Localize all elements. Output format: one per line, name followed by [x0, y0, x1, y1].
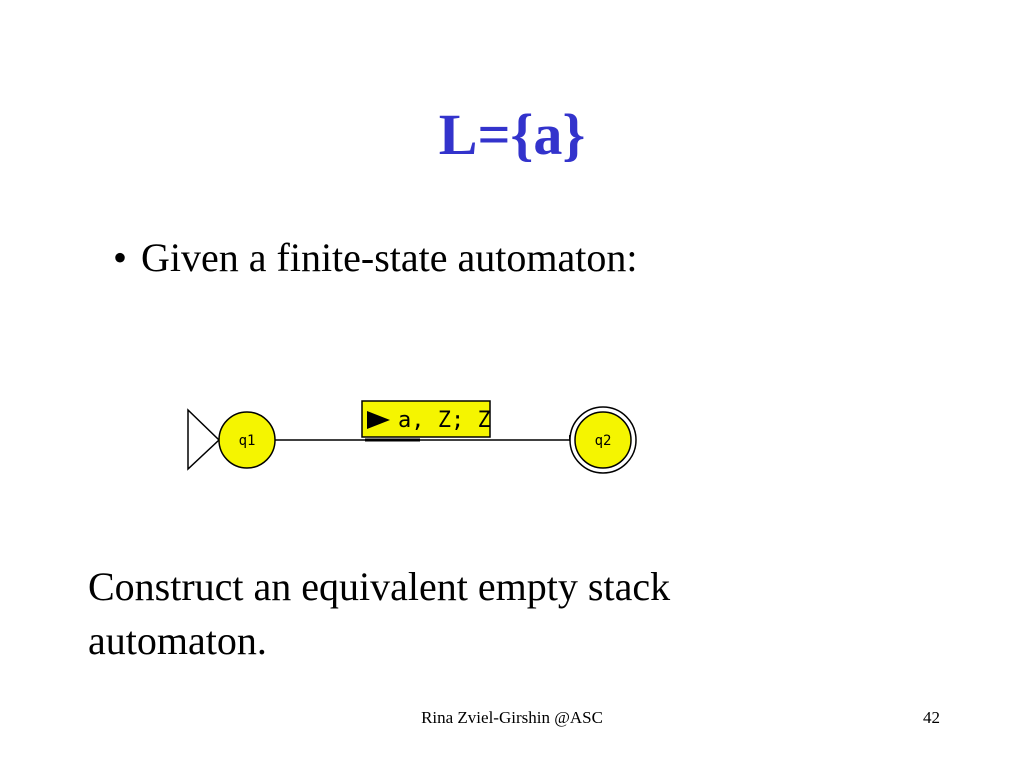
transition-label: a, Z; Z	[398, 408, 491, 433]
bullet-item	[113, 234, 638, 282]
footer-author: Rina Zviel-Girshin @ASC	[421, 708, 603, 727]
state-q1-label: q1	[238, 433, 256, 449]
transition-label-box	[362, 401, 491, 437]
conclusion-text: Construct an equivalent empty stack automaton.	[88, 564, 671, 663]
page-number: 42	[923, 708, 940, 727]
bullet-marker: •	[113, 235, 128, 280]
state-q2-label: q2	[594, 433, 612, 449]
bullet-text: Given a finite-state automaton:	[141, 235, 638, 280]
state-q1	[219, 412, 275, 468]
initial-state-arrow-icon	[188, 410, 219, 469]
automaton-diagram	[180, 390, 650, 480]
slide-title: L={a}	[438, 102, 586, 167]
state-q2	[570, 407, 636, 473]
